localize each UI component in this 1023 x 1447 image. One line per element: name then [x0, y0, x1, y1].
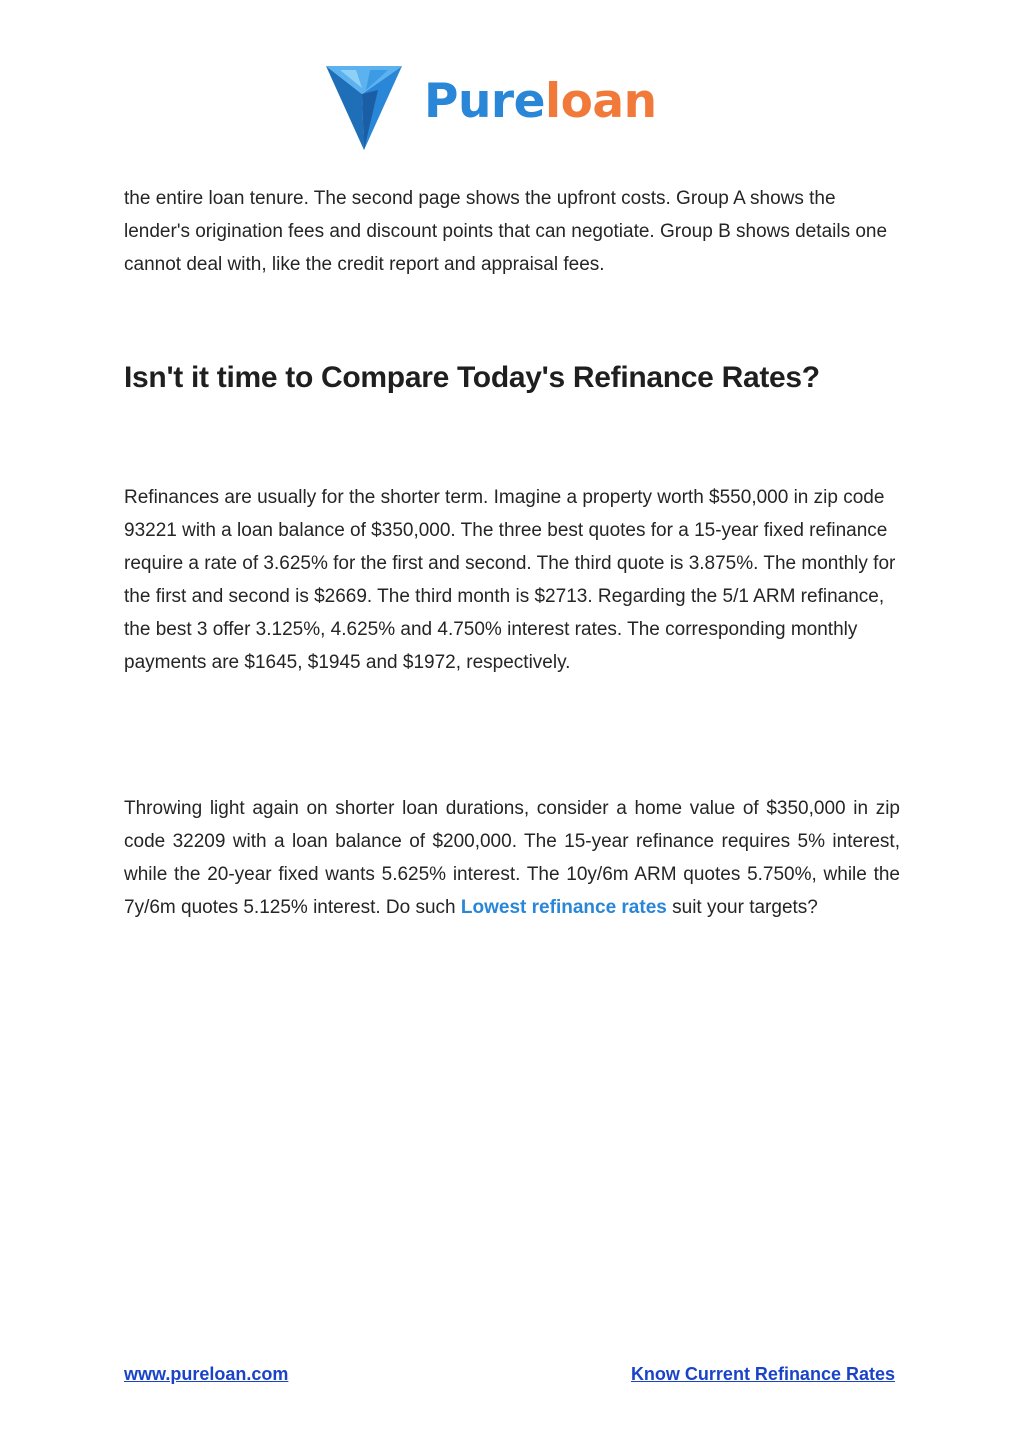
paragraph3-text-start: Throwing light again on shorter loan durations, consider a home value of $350,000 in zip code 32209 with a loan balance of $200,000. The 15-year refinance requires 5% interest, while the 20-year fixed wants 5.625% interest. The 10y/6m ARM quotes 5.750%, while the 7y/6m quotes 5.125% interest. Do such: [124, 798, 900, 918]
brand-wordmark: [424, 74, 657, 130]
lowest-refinance-rates-link[interactable]: Lowest refinance rates: [460, 897, 667, 918]
pureloan-logo: [326, 64, 686, 152]
paragraph-shorter-durations: [124, 792, 900, 924]
triangle-prism-icon: [326, 64, 402, 150]
paragraph-refinance-example: Refinances are usually for the shorter term. Imagine a property worth $550,000 in zip code 93221 with a loan balance of $350,000. The three best quotes for a 15-year fixed refinance require a rate of 3.625% for the first and second. The third quote is 3.875%. The monthly for the first and second is $2669. The third month is $2713. Regarding the 5/1 ARM refinance, the best 3 offer 3.125%, 4.625% and 4.750% interest rates. The corresponding monthly payments are $1645, $1945 and $1972, respectively.: [124, 487, 896, 673]
paragraph3-text-end: suit your targets?: [666, 897, 818, 918]
brand-name-part2: loan: [544, 74, 657, 129]
footer-refinance-rates-link[interactable]: Know Current Refinance Rates: [630, 1364, 895, 1384]
paragraph-loan-tenure: the entire loan tenure. The second page shows the upfront costs. Group A shows the lender's origination fees and discount points that can negotiate. Group B shows details one cannot deal with, like the credit report and appraisal fees.: [124, 188, 888, 275]
footer-website-link[interactable]: www.pureloan.com: [124, 1364, 289, 1384]
brand-name-part1: Pure: [424, 74, 545, 129]
section-heading: Isn't it time to Compare Today's Refinance Rates?: [124, 361, 820, 394]
